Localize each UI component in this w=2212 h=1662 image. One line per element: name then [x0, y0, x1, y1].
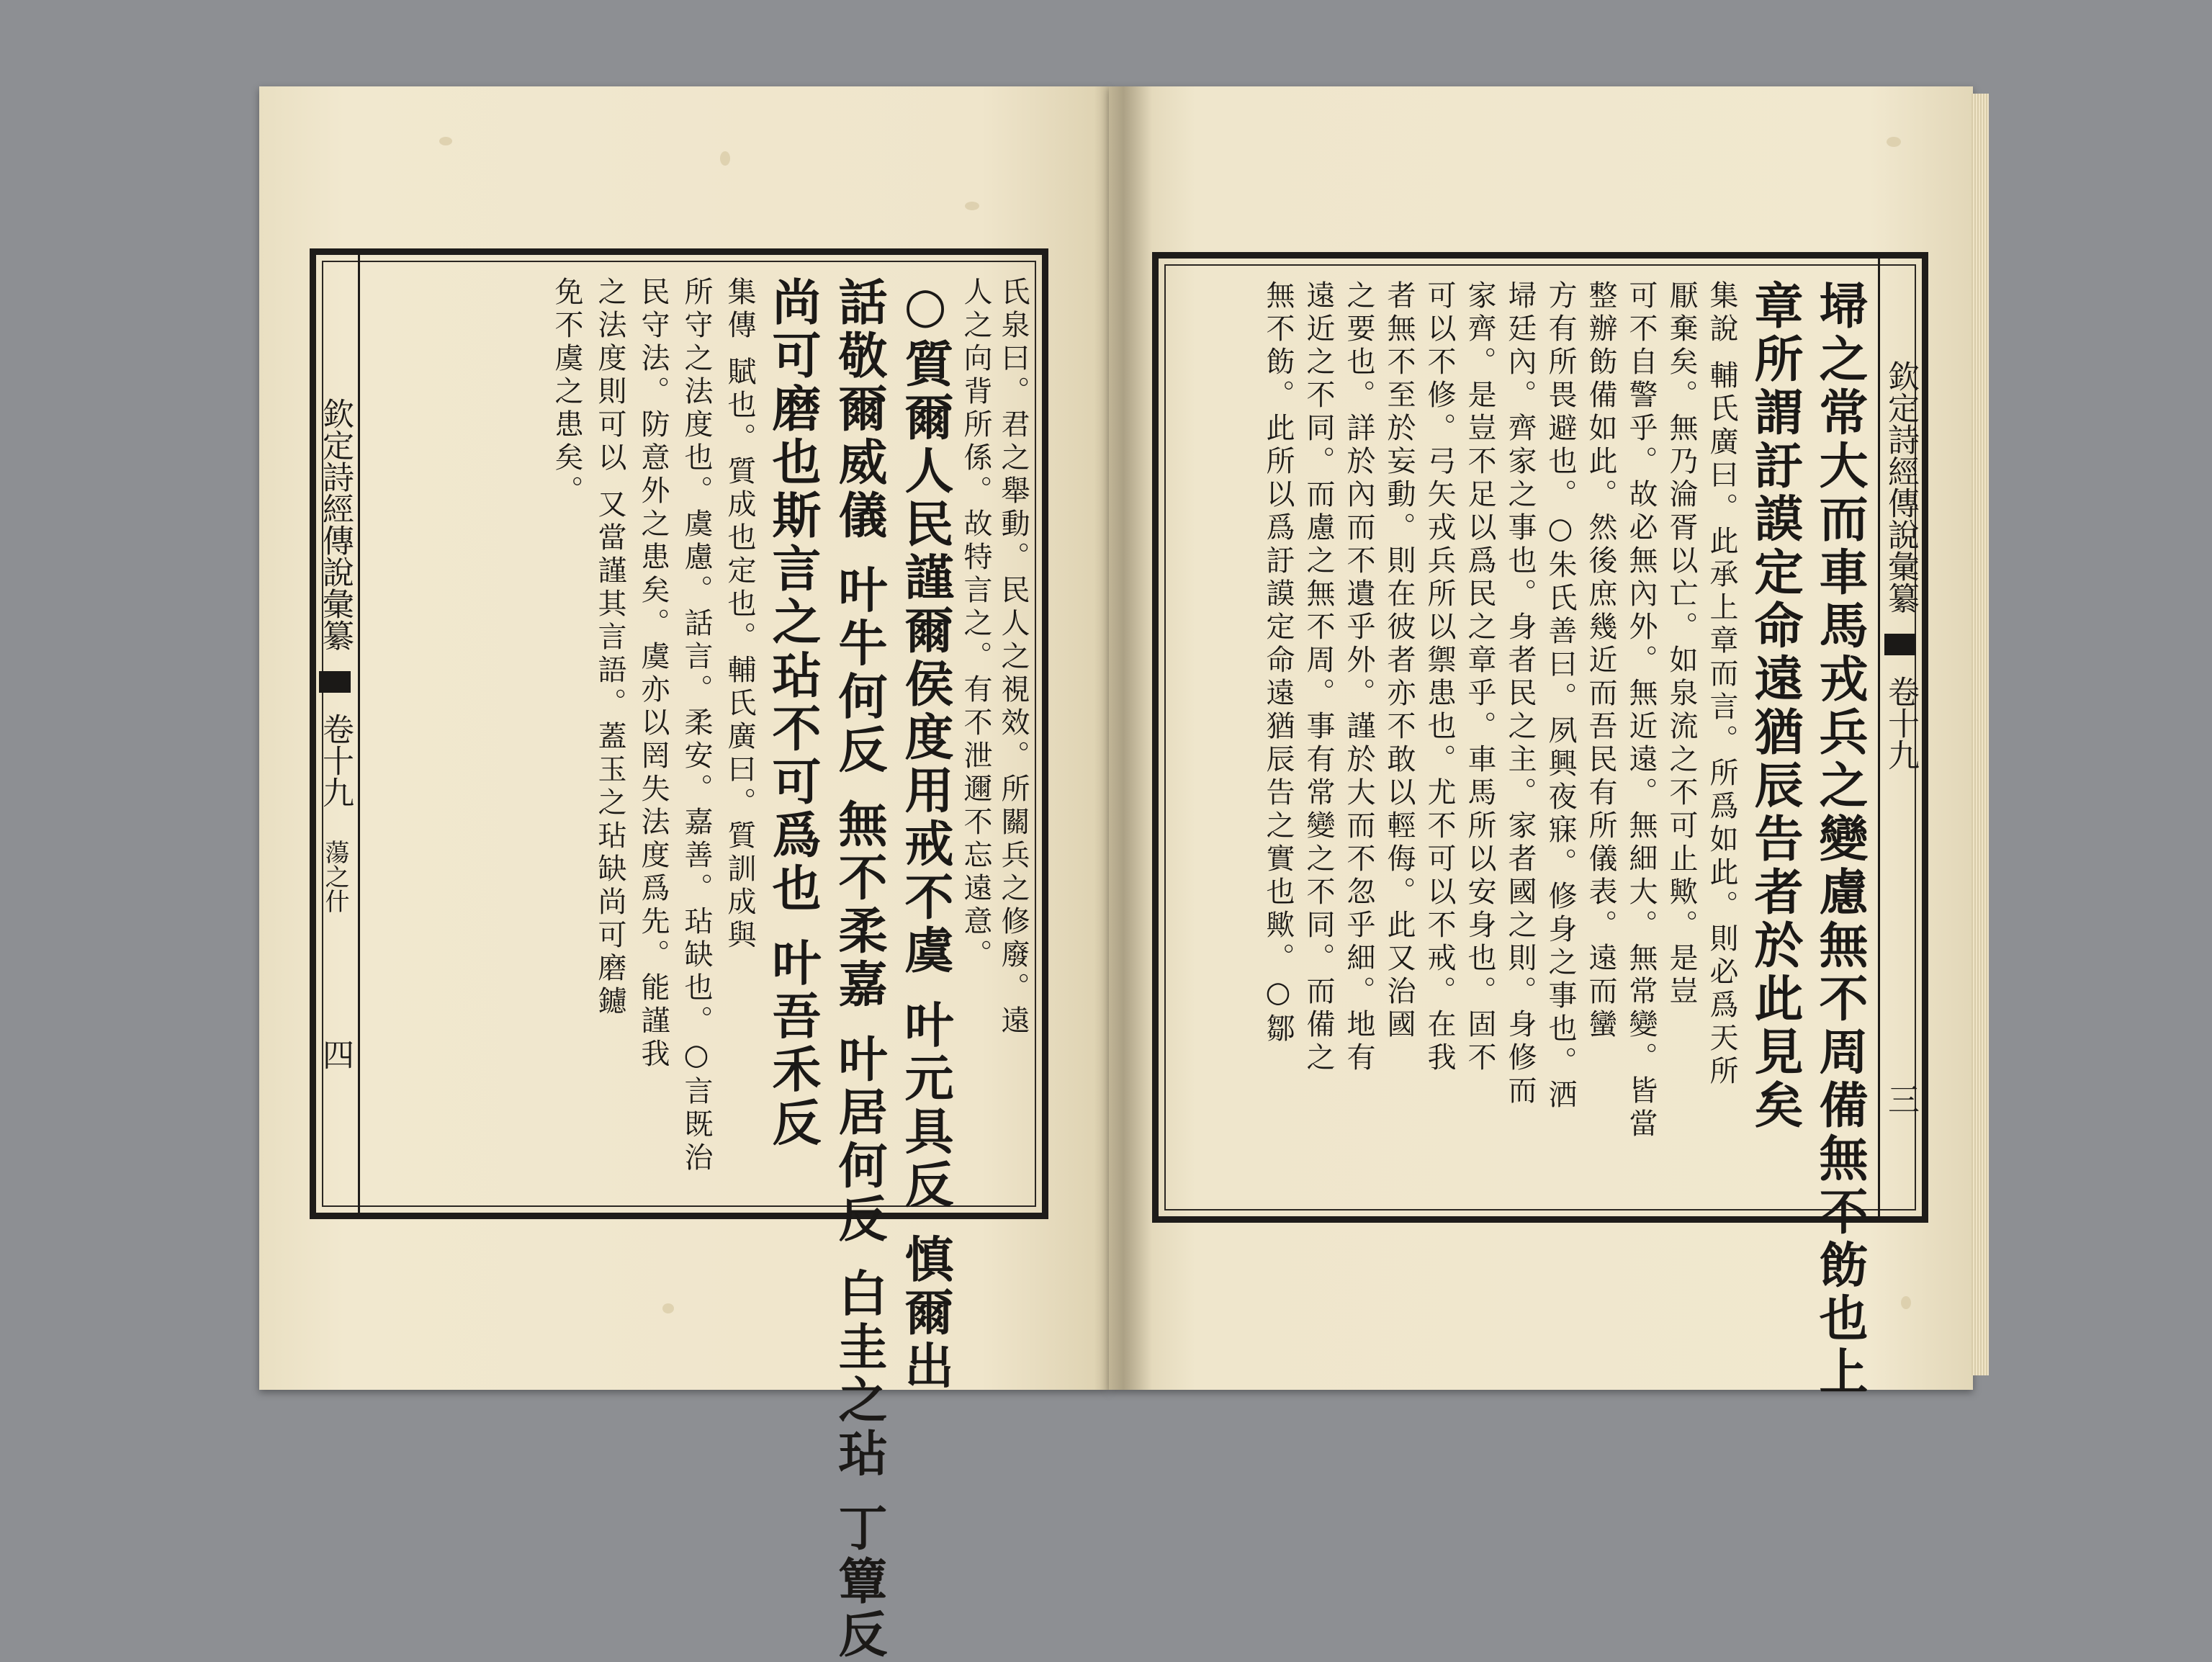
volume-number: 卷十九 — [317, 713, 354, 808]
left-page-border — [310, 248, 1048, 1662]
commentary-column: 者無不至於妄動。則在彼者亦不敢以輕侮。此又治國 — [1382, 280, 1416, 1042]
wormhole — [720, 151, 730, 166]
text-column: 尚可磨也斯言之玷不可爲也 叶吾禾反 — [764, 277, 822, 1151]
commentary-column: 免不虞之患矣。 — [550, 277, 583, 508]
wormhole — [1887, 137, 1901, 147]
text-column: 氏泉曰。君之舉動。民人之視效。所關兵之修廢。遠 — [997, 277, 1030, 1038]
wormhole — [662, 1303, 674, 1313]
fish-tail-mark — [1884, 634, 1916, 655]
page-number: 三 — [1882, 1083, 1919, 1115]
commentary-column: 埽廷內。齊家之事也。身者民之主。家者國之則。身修而 — [1503, 280, 1537, 1108]
book-title: 欽定詩經傳說彙纂 — [1882, 360, 1919, 614]
commentary-column: 遠近之不同。而慮之無不周。事有常變之不同。而備之 — [1302, 280, 1335, 1075]
text-column: 人之向背所係。故特言之。有不泄邇不忘遠意。 — [959, 277, 992, 972]
wormhole — [439, 137, 452, 145]
open-book — [259, 86, 1973, 1662]
wormhole — [965, 202, 979, 210]
right-page — [1109, 86, 1973, 1399]
book-title: 欽定詩經傳說彙纂 — [317, 397, 354, 651]
commentary-column: 可以不修。弓矢戎兵所以禦患也。尤不可以不戒。在我 — [1423, 280, 1456, 1075]
page-edges — [1972, 94, 1989, 1375]
left-page — [259, 86, 1109, 1662]
right-banxin — [1878, 259, 1923, 1216]
section-name: 蕩之什 — [320, 840, 349, 913]
commentary-column: 集傳 賦也。質成也定也。輔氏廣曰。質訓成與 — [723, 277, 756, 953]
commentary-column: 所守之法度也。虞慮。話言。柔安。嘉善。玷缺也。○言既治 — [680, 277, 713, 1175]
commentary-column: 厭棄矣。無乃淪胥以亡。如泉流之不可止歟。是豈 — [1665, 280, 1698, 1009]
commentary-column: 可不自警乎。故必無內外。無近遠。無細大。無常變。皆當 — [1624, 280, 1658, 1141]
text-column: 埽之常大而車馬戎兵之變慮無不周備無不飭也上 — [1811, 280, 1869, 1399]
commentary-column: 集說 輔氏廣曰。此承上章而言。所爲如此。則必爲天所 — [1705, 280, 1738, 1089]
right-page-border — [1152, 252, 1928, 1399]
book-gutter — [1094, 86, 1152, 1390]
commentary-column: 無不飭。此所以爲訏謨定命遠猶辰告之實也歟。○鄒 — [1262, 280, 1295, 1046]
commentary-column: 方有所畏避也。○朱氏善曰。夙興夜寐。修身之事也。洒 — [1544, 280, 1577, 1113]
page-number: 四 — [317, 1038, 354, 1070]
text-column: 話敬爾威儀 叶牛何反 無不柔嘉 叶居何反 白圭之玷 丁簟反 — [830, 277, 888, 1662]
commentary-column: 之法度則可以 又當謹其言語。蓋玉之玷缺尚可磨鑢 — [593, 277, 626, 1019]
left-banxin — [315, 255, 360, 1213]
commentary-column: 家齊。是豈不足以爲民之章乎。車馬所以安身也。固不 — [1463, 280, 1496, 1075]
wormhole — [1901, 1296, 1911, 1309]
volume-number: 卷十九 — [1882, 675, 1919, 771]
text-column: ○質爾人民謹爾侯度用戒不虞 叶元具反 慎爾出 — [896, 277, 954, 1394]
text-column: 章所謂訏謨定命遠猶辰告者於此見矣 — [1746, 280, 1804, 1133]
commentary-column: 之要也。詳於內而不遺乎外。謹於大而不忽乎細。地有 — [1342, 280, 1375, 1075]
commentary-column: 整辦飭備如此。然後庶幾近而吾民有所儀表。遠而蠻 — [1584, 280, 1617, 1042]
fish-tail-mark — [319, 671, 351, 693]
commentary-column: 民守法。防意外之患矣。虞亦以罔失法度爲先。能謹我 — [637, 277, 670, 1072]
